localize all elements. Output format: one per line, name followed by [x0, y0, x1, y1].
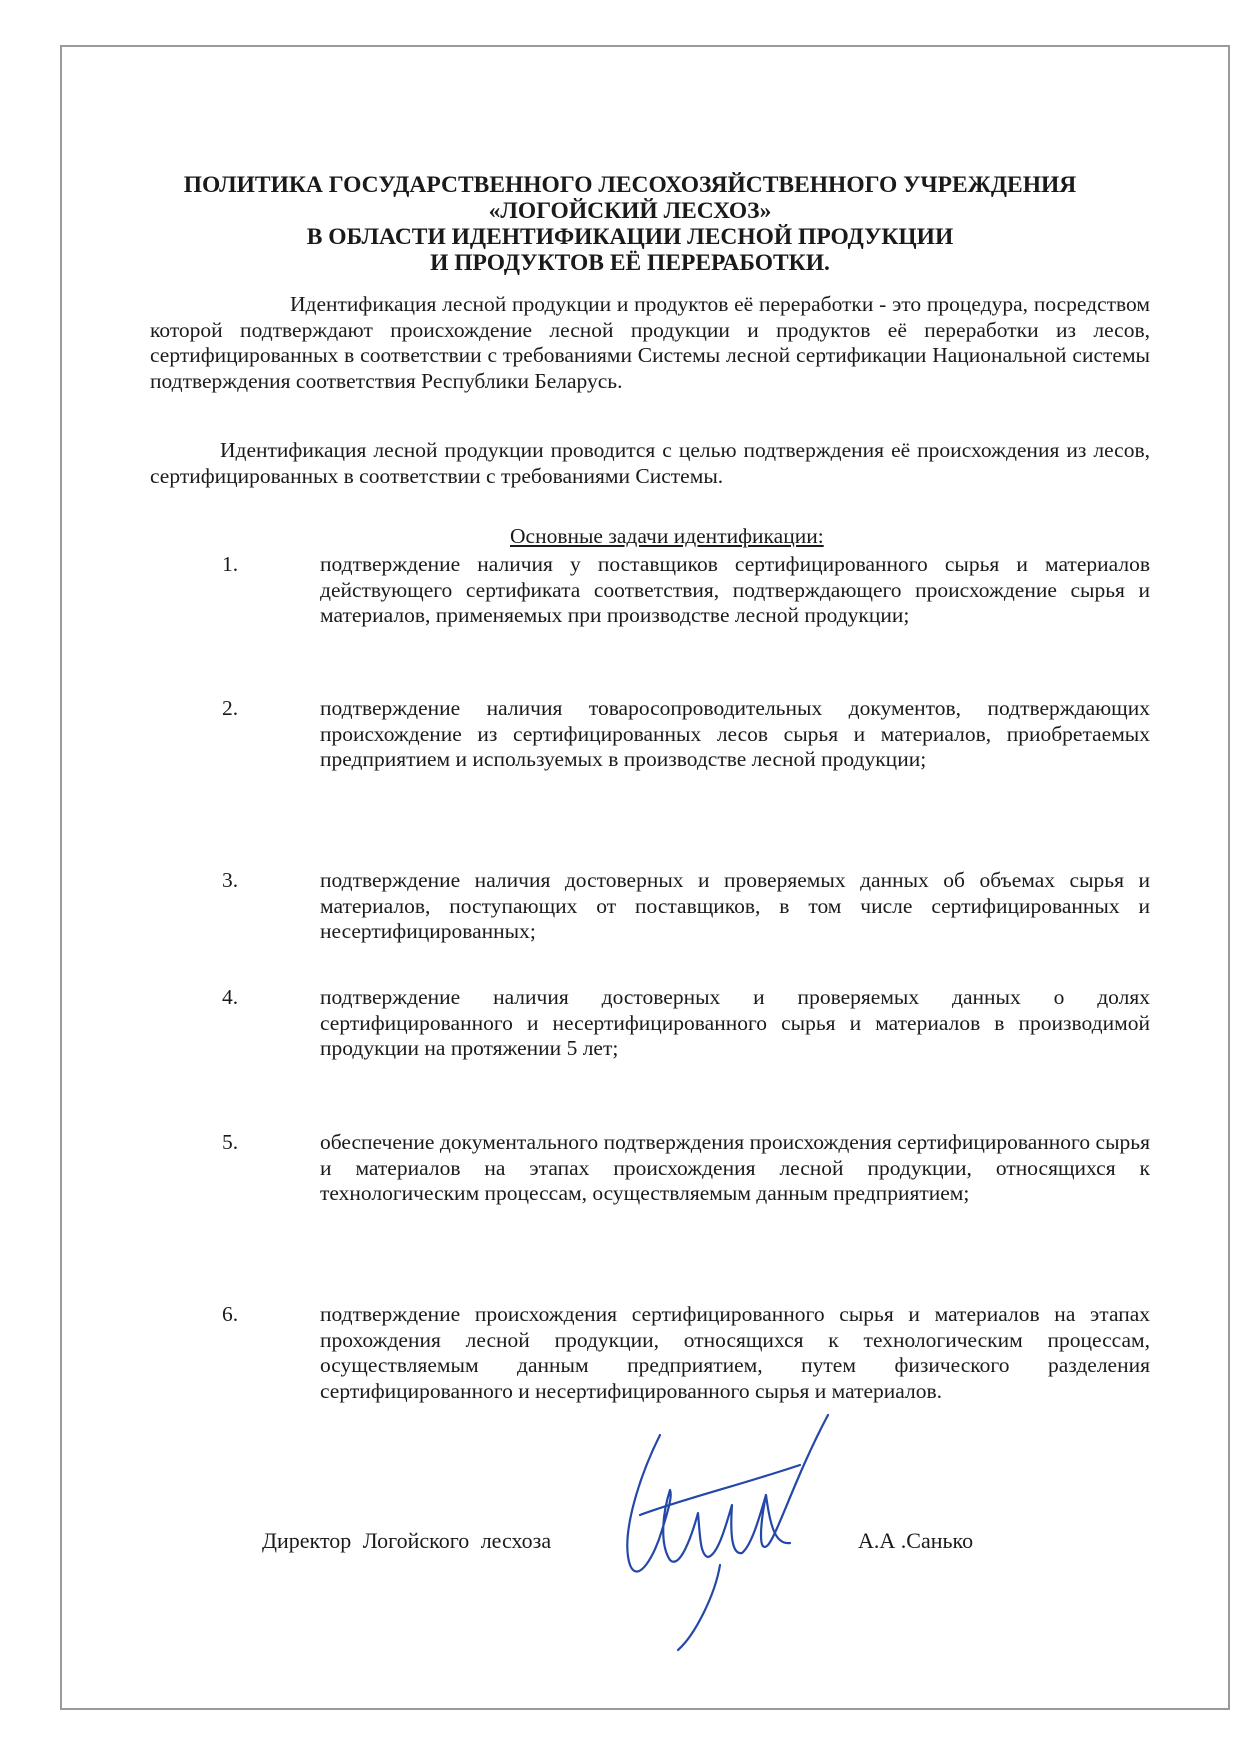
definition-paragraph: Идентификация лесной продукции и продуктов её переработки - это процедура, посредством которой подтверждают происхождение лесной продукции и продуктов её переработки из лесов, сертифицированных в соответствии с требованиями Системы лесной сертификации Национальной системы подтверждения соответствия Республики Беларусь.	[150, 292, 1150, 393]
title-line-1: ПОЛИТИКА ГОСУДАРСТВЕННОГО ЛЕСОХОЗЯЙСТВЕННОГО УЧРЕЖДЕНИЯ	[183, 172, 1077, 198]
task-text: подтверждение происхождения сертифицированного сырья и материалов на этапах прохождения лесной продукции, относящихся к технологическим процессам, осуществляемым данным предприятием, путем физического разделения сертифицированного и несертифицированного сырья и материалов.	[320, 1302, 1150, 1403]
task-number: 1.	[222, 552, 239, 576]
title-line-2: «ЛОГОЙСКИЙ ЛЕСХОЗ»	[488, 198, 772, 224]
task-number: 4.	[222, 985, 239, 1009]
signatory-position: Директор Логойского лесхоза	[262, 1528, 552, 1553]
task-number: 6.	[222, 1302, 239, 1326]
task-text: подтверждение наличия достоверных и проверяемых данных о долях сертифицированного и несертифицированного сырья и материалов в производимой продукции на протяжении 5 лет;	[320, 985, 1150, 1060]
task-text: подтверждение наличия достоверных и проверяемых данных об объемах сырья и материалов, поступающих от поставщиков, в том числе сертифицированных и несертифицированных;	[320, 868, 1150, 943]
task-text: подтверждение наличия у поставщиков сертифицированного сырья и материалов действующего сертификата соответствия, подтверждающего происхождение сырья и материалов, применяемых при производстве лесной продукции;	[320, 552, 1150, 627]
purpose-paragraph: Идентификация лесной продукции проводится с целью подтверждения её происхождения из лесов, сертифицированных в соответствии с требованиями Системы.	[150, 438, 1150, 488]
task-text: подтверждение наличия товаросопроводительных документов, подтверждающих происхождение из сертифицированных лесов сырья и материалов, приобретаемых предприятием и используемых в производстве лесной продукции;	[320, 696, 1150, 771]
task-number: 2.	[222, 696, 239, 720]
handwritten-signature-icon	[600, 1395, 860, 1655]
task-number: 5.	[222, 1130, 239, 1154]
document-title	[130, 172, 1130, 276]
title-line-3: В ОБЛАСТИ ИДЕНТИФИКАЦИИ ЛЕСНОЙ ПРОДУКЦИИ	[306, 224, 954, 250]
signatory-name: А.А .Санько	[858, 1528, 974, 1553]
task-number: 3.	[222, 868, 239, 892]
title-line-4: И ПРОДУКТОВ ЕЁ ПЕРЕРАБОТКИ.	[430, 250, 830, 276]
tasks-heading: Основные задачи идентификации:	[510, 524, 824, 548]
task-text: обеспечение документального подтверждения происхождения сертифицированного сырья и материалов на этапах происхождения лесной продукции, относящихся к технологическим процессам, осуществляемым данным предприятием;	[320, 1130, 1150, 1205]
